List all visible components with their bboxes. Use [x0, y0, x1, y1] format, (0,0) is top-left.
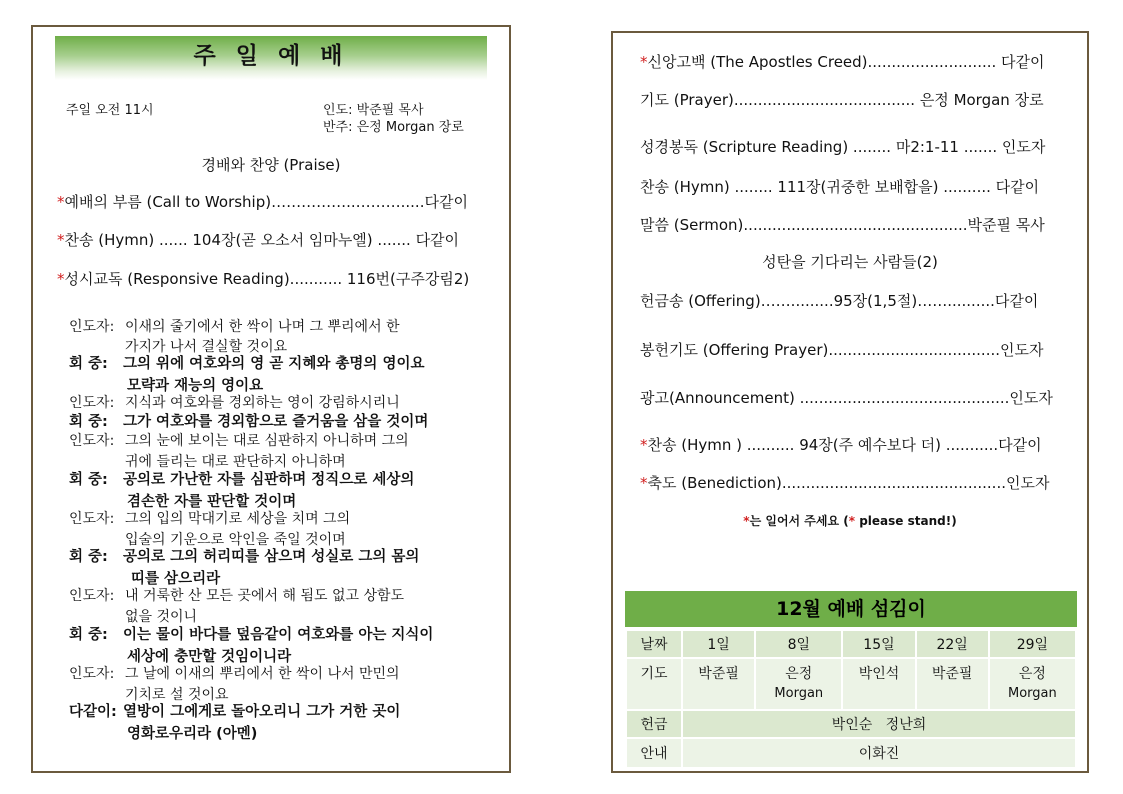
- table-cell: 22일: [916, 630, 989, 658]
- reading-speaker: 회 중:: [69, 414, 108, 430]
- star-mark: *: [743, 514, 750, 528]
- table-cell: 날짜: [626, 630, 682, 658]
- order-item-text: 광고(Announcement) ............................................인도자: [640, 389, 1053, 407]
- reading-speaker: 인도자:: [69, 511, 115, 527]
- table-cell: [989, 658, 1076, 710]
- left-panel: [31, 25, 511, 773]
- reading-text: 그의 눈에 보이는 대로 심판하지 아니하며 그의: [125, 433, 409, 449]
- order-item-text: 봉헌기도 (Offering Prayer)....................................인도자: [640, 341, 1044, 359]
- reading-continuation: 겸손한 자를 판단할 것이며: [127, 494, 297, 510]
- reading-text: 그가 여호와를 경외함으로 즐거움을 삼을 것이며: [123, 414, 429, 430]
- reading-line: [69, 665, 400, 684]
- reading-speaker: 인도자:: [69, 395, 115, 411]
- cell-sub: Morgan: [1007, 686, 1057, 701]
- reading-line: [69, 413, 428, 432]
- reading-continuation: 입술의 기운으로 악인을 죽일 것이며: [125, 532, 346, 548]
- reading-continuation: 모략과 재능의 영이요: [127, 378, 264, 394]
- reading-line: [69, 510, 350, 529]
- reading-continuation: 세상에 충만할 것임이니라: [127, 649, 292, 665]
- star-mark: *: [848, 514, 856, 528]
- reading-speaker: 회 중:: [69, 627, 108, 643]
- reading-text: 내 거룩한 산 모든 곳에서 해 됨도 없고 상함도: [125, 588, 405, 604]
- reading-continuation: 없을 것이니: [125, 609, 198, 625]
- reading-speaker: 회 중:: [69, 356, 108, 372]
- reading-speaker: 다같이:: [69, 704, 117, 720]
- schedule-title: 12월 예배 섬김이: [625, 591, 1077, 627]
- order-item-text: 축도 (Benediction)...............................................인도자: [647, 474, 1050, 492]
- table-cell: 안내: [626, 738, 682, 768]
- cell-sub: Morgan: [774, 686, 824, 701]
- table-cell: 헌금: [626, 710, 682, 738]
- reading-line: [69, 703, 400, 722]
- reading-speaker: 인도자:: [69, 666, 115, 682]
- order-item-text: 신앙고백 (The Apostles Creed)........................... 다같이: [647, 53, 1045, 71]
- order-item: [640, 290, 1038, 311]
- table-cell: 15일: [842, 630, 915, 658]
- sermon-title: 성탄을 기다리는 사람들(2): [762, 253, 938, 271]
- reading-continuation: 기치로 설 것이요: [125, 687, 229, 703]
- order-item-text: 성경봉독 (Scripture Reading) ........ 마2:1-11 ....... 인도자: [640, 138, 1046, 156]
- section-praise: 경배와 찬양 (Praise): [201, 156, 341, 174]
- cell-name: 박인석: [858, 666, 900, 682]
- reading-line: [69, 587, 404, 606]
- reading-continuation: 가지가 나서 결실할 것이요: [125, 339, 288, 355]
- star-mark: *: [57, 231, 65, 249]
- reading-text: 공의로 가난한 자를 심판하며 정직으로 세상의: [123, 472, 415, 488]
- reading-line: [69, 471, 414, 490]
- reading-text: 지식과 여호와를 경외하는 영이 강림하시리니: [125, 395, 400, 411]
- reading-continuation: 영화로우리라 (아멘): [127, 726, 258, 742]
- table-cell: [755, 658, 842, 710]
- table-row: [626, 710, 1076, 738]
- order-item: [57, 268, 469, 289]
- order-item: [640, 51, 1045, 72]
- table-row: [626, 630, 1076, 658]
- reading-speaker: 회 중:: [69, 549, 108, 565]
- reading-text: 그 날에 이새의 뿌리에서 한 싹이 나서 만민의: [125, 666, 400, 682]
- leader-info: 인도: 박준필 목사: [323, 103, 424, 118]
- reading-speaker: 인도자:: [69, 319, 115, 335]
- order-item: [640, 89, 1044, 110]
- order-item: [57, 191, 468, 212]
- cell-name: 박준필: [931, 666, 973, 682]
- reading-line: [69, 548, 419, 567]
- table-cell: 29일: [989, 630, 1076, 658]
- page-title: 주 일 예 배: [193, 43, 349, 69]
- order-item-text: 성시교독 (Responsive Reading)........... 116번(구주강림2): [64, 270, 470, 288]
- stand-note: [613, 512, 1087, 529]
- order-item-text: 찬송 (Hymn) ........ 111장(귀중한 보배합을) .......... 다같이: [640, 178, 1040, 196]
- reading-text: 열방이 그에게로 돌아오리니 그가 거한 곳이: [123, 704, 401, 720]
- table-cell: 기도: [626, 658, 682, 710]
- table-cell: 1일: [682, 630, 755, 658]
- reading-continuation: 귀에 들리는 대로 판단하지 아니하며: [125, 454, 346, 470]
- order-item: [640, 339, 1043, 360]
- table-cell: [682, 658, 755, 710]
- star-mark: *: [640, 474, 648, 492]
- star-mark: *: [640, 436, 648, 454]
- right-panel: [611, 31, 1089, 773]
- table-cell: [916, 658, 989, 710]
- reading-text: 공의로 그의 허리띠를 삼으며 성실로 그의 몸의: [123, 549, 420, 565]
- star-mark: *: [640, 53, 648, 71]
- accompanist-info: 반주: 은정 Morgan 장로: [323, 120, 464, 135]
- order-item-text: 기도 (Prayer)...................................... 은정 Morgan 장로: [640, 91, 1044, 109]
- order-item: [640, 136, 1045, 157]
- table-cell: 박인순 정난희: [682, 710, 1076, 738]
- stand-note-text: 는 일어서 주세요 (: [749, 514, 849, 528]
- reading-text: 이는 물이 바다를 덮음같이 여호와를 아는 지식이: [123, 627, 434, 643]
- service-time: 주일 오전 11시: [66, 103, 154, 118]
- table-cell: [842, 658, 915, 710]
- reading-line: [69, 355, 424, 374]
- cell-name: 박준필: [698, 666, 739, 682]
- table-cell: 이화진: [682, 738, 1076, 768]
- order-item-text: 찬송 (Hymn ) .......... 94장(주 예수보다 더) ...........다같이: [647, 436, 1042, 454]
- order-item-text: 말씀 (Sermon)...............................................박준필 목사: [640, 216, 1045, 234]
- reading-line: [69, 318, 400, 337]
- reading-speaker: 인도자:: [69, 588, 115, 604]
- order-item: [640, 176, 1039, 197]
- reading-line: [69, 394, 400, 413]
- order-item: [640, 434, 1042, 455]
- reading-text: 그의 위에 여호와의 영 곧 지혜와 총명의 영이요: [123, 356, 425, 372]
- order-item: [640, 387, 1053, 408]
- title-banner: [55, 36, 487, 80]
- order-item-text: 헌금송 (Offering)…….........95장(1,5절)……..........다같이: [640, 292, 1039, 310]
- table-row: [626, 658, 1076, 710]
- reading-line: [69, 626, 433, 645]
- reading-speaker: 회 중:: [69, 472, 108, 488]
- schedule-table: [625, 629, 1077, 769]
- stand-note-text-en: please stand!): [855, 514, 957, 528]
- table-row: [626, 738, 1076, 768]
- order-item: [640, 472, 1049, 493]
- order-item-text: 찬송 (Hymn) ...... 104장(곧 오소서 임마누엘) ....... 다같이: [64, 231, 460, 249]
- reading-text: 이새의 줄기에서 한 싹이 나며 그 뿌리에서 한: [125, 319, 400, 335]
- star-mark: *: [57, 193, 65, 211]
- reading-continuation: 띠를 삼으리라: [131, 571, 221, 587]
- order-item: [640, 214, 1045, 235]
- order-item-text: 예배의 부름 (Call to Worship)……………..……….....다같이: [64, 193, 468, 211]
- reading-speaker: 인도자:: [69, 433, 115, 449]
- reading-line: [69, 432, 409, 451]
- reading-text: 그의 입의 막대기로 세상을 치며 그의: [125, 511, 351, 527]
- star-mark: *: [57, 270, 65, 288]
- cell-name: 은정: [1018, 666, 1046, 682]
- order-item: [57, 229, 459, 250]
- cell-name: 은정: [785, 666, 813, 682]
- table-cell: 8일: [755, 630, 842, 658]
